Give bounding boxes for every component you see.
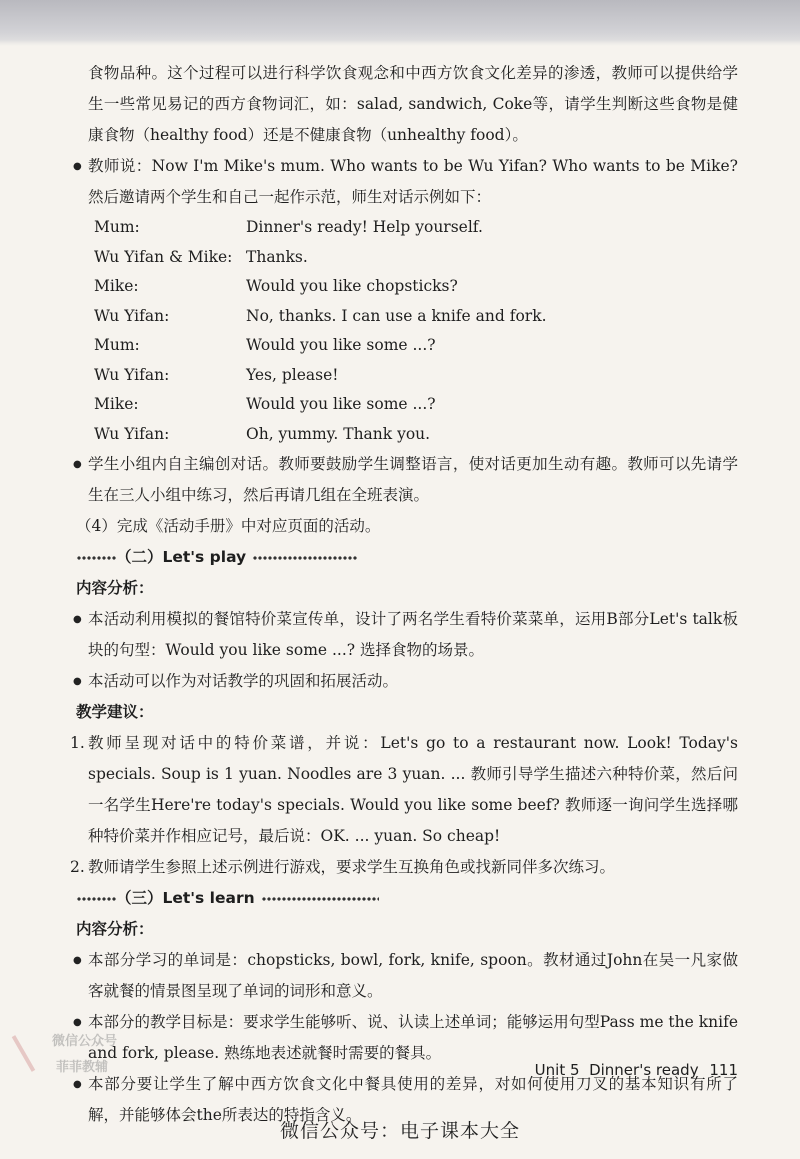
section-title-play-text: （二）Let's play: [116, 548, 247, 566]
dialogue-row: [94, 272, 738, 302]
section-title-play: [76, 542, 738, 573]
dialogue-line: Thanks.: [246, 247, 308, 266]
dialogue-speaker: Wu Yifan:: [94, 424, 170, 443]
dialogue-speaker: Wu Yifan & Mike:: [94, 247, 233, 266]
intro-paragraph: 食物品种。这个过程可以进行科学饮食观念和中西方饮食文化差异的渗透，教师可以提供给学生一些常见易记的西方食物词汇，如：salad, sandwich, Coke等，请学生判断这些食物是健康食物（healthy food）还是不健康食物（unhealthy food）。: [88, 64, 738, 144]
section-title-learn-text: （三）Let's learn: [116, 889, 255, 907]
wave-divider: [76, 555, 116, 561]
dialogue-speaker: Mike:: [94, 395, 139, 414]
dialogue-row: [94, 243, 738, 273]
footer-unit-title: Dinner's ready: [589, 1061, 699, 1079]
page-footer: [535, 1061, 738, 1079]
learn-bullet: ● 本部分学习的单词是：chopsticks, bowl, fork, knife, spoon。教材通过John在吴一凡家做客就餐的情景图呈现了单词的词形和意义。: [88, 945, 738, 1007]
dialogue-speaker: Wu Yifan:: [94, 306, 170, 325]
step-number: 1.: [70, 734, 85, 752]
dialogue-line: Yes, please!: [246, 365, 339, 384]
step-number: 2.: [70, 858, 85, 876]
dialogue-row: [94, 213, 738, 243]
dialogue-line: Would you like some ...?: [246, 395, 436, 414]
dialogue-row: [94, 420, 738, 450]
dialogue-example: [94, 213, 738, 449]
dialogue-row: [94, 302, 738, 332]
dialogue-row: [94, 331, 738, 361]
teaching-suggestion-heading: 教学建议：: [76, 703, 154, 721]
play-bullet: ● 本活动可以作为对话教学的巩固和拓展活动。: [88, 666, 738, 697]
dialogue-line: No, thanks. I can use a knife and fork.: [246, 306, 547, 325]
content-analysis-heading: 内容分析：: [76, 579, 154, 597]
footer-unit: Unit 5: [534, 1061, 580, 1079]
watermark-logo: [20, 1022, 120, 1102]
learn-bullet: ● 本部分的教学目标是：要求学生能够听、说、认读上述单词；能够运用句型Pass me the knife and fork, please. 熟练地表述就餐时需要的餐具。: [88, 1007, 738, 1069]
step-4: （4）完成《活动手册》中对应页面的活动。: [76, 517, 381, 535]
wave-divider: [76, 896, 116, 902]
footer-wechat: 微信公众号：电子课本大全: [279, 1120, 520, 1142]
watermark-line-2: 菲菲教辅: [56, 1060, 109, 1075]
dialogue-speaker: Mum:: [94, 336, 140, 355]
play-bullet: ● 本活动利用模拟的餐馆特价菜宣传单，设计了两名学生看特价菜菜单，运用B部分Let's talk板块的句型：Would you like some ...? 选择食物的场景。: [88, 604, 738, 666]
bullet-group-work: ● 学生小组内自主编创对话。教师要鼓励学生调整语言，使对话更加生动有趣。教师可以先请学生在三人小组中练习，然后再请几组在全班表演。: [88, 449, 738, 511]
play-step: [70, 852, 738, 883]
page-top-band: [0, 0, 800, 46]
watermark-line-1: 微信公众号: [52, 1034, 118, 1049]
dialogue-line: Would you like chopsticks?: [246, 277, 458, 296]
dialogue-speaker: Wu Yifan:: [94, 365, 170, 384]
pen-icon: [12, 1024, 55, 1072]
dialogue-line: Would you like some ...?: [246, 336, 436, 355]
bullet-teacher-says: ● 教师说：Now I'm Mike's mum. Who wants to be Wu Yifan? Who wants to be Mike? 然后邀请两个学生和自己一起作示范，师生对话示例如下：: [88, 151, 738, 213]
dialogue-speaker: Mike:: [94, 277, 139, 296]
dialogue-line: Dinner's ready! Help yourself.: [246, 218, 483, 237]
content-analysis-heading: 内容分析：: [76, 920, 154, 938]
play-step: [70, 728, 738, 852]
wave-divider: [261, 896, 379, 902]
learn-bullet: ● 本部分要让学生了解中西方饮食文化中餐具使用的差异，对如何使用刀叉的基本知识有所了解，并能够体会the所表达的特指含义。: [88, 1069, 738, 1131]
step-text: 教师呈现对话中的特价菜谱，并说：Let's go to a restaurant now. Look! Today's specials. Soup is 1 yuan. Noodles are 3 yuan. ... 教师引导学生描述六种特价菜，然后问一名学生Here're today's specials. Would you like some beef? 教师逐一询问学生选择哪种特价菜并作相应记号，最后说：OK. ... yuan. So cheap!: [88, 734, 738, 845]
step-text: 教师请学生参照上述示例进行游戏，要求学生互换角色或找新同伴多次练习。: [88, 858, 616, 876]
page-number: 111: [709, 1061, 738, 1079]
wave-divider: [252, 555, 357, 561]
dialogue-row: [94, 390, 738, 420]
dialogue-speaker: Mum:: [94, 218, 140, 237]
dialogue-line: Oh, yummy. Thank you.: [246, 424, 431, 443]
dialogue-row: [94, 361, 738, 391]
section-title-learn: [76, 883, 738, 914]
